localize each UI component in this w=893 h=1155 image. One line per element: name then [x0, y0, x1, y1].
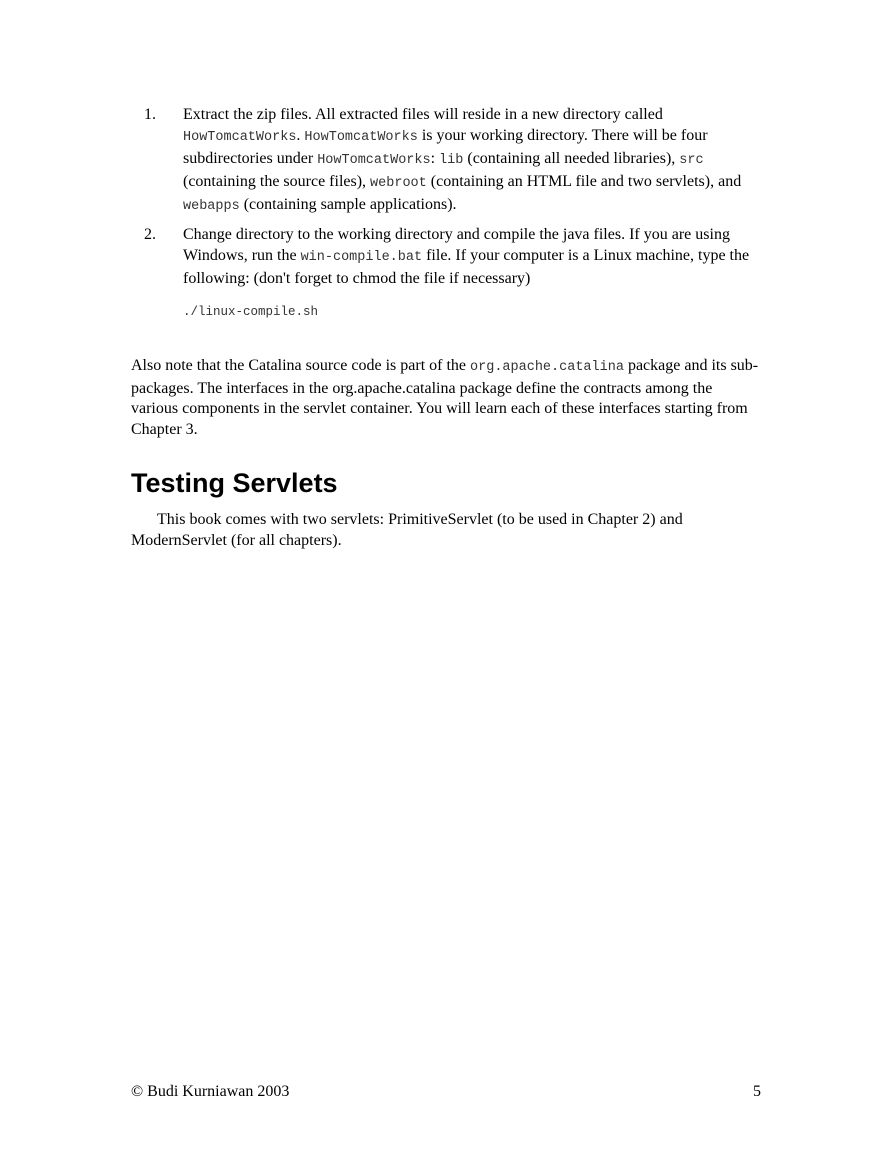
code-package: org.apache.catalina [470, 360, 624, 375]
list-item [131, 104, 761, 217]
footer-page-number: 5 [753, 1083, 761, 1100]
code-directory: HowTomcatWorks [317, 153, 431, 168]
paragraph-text: package and its sub-packages. The interfaces in the org.apache.catalina package define the contracts among the various components in the servlet container. You will learn each of these interfaces starting from Chapter 3. [131, 357, 759, 438]
code-win-compile: win-compile.bat [300, 250, 423, 265]
step-text: : [430, 150, 440, 167]
instruction-list [131, 104, 761, 328]
code-block: ./linux-compile.sh [183, 305, 319, 319]
step-text: Change directory to the working directory and compile the java files. If you are using Windows, run the [183, 226, 730, 264]
code-webroot: webroot [370, 176, 427, 191]
list-item [131, 224, 761, 321]
list-number: 1. [144, 106, 156, 123]
code-directory: HowTomcatWorks [304, 130, 418, 145]
step-text: (containing the source files), [183, 173, 371, 190]
code-src: src [679, 153, 704, 168]
paragraph-text: Also note that the Catalina source code is part of the [131, 357, 471, 374]
step-text: (containing an HTML file and two servlets), and [426, 173, 742, 190]
step-text: (containing all needed libraries), [463, 150, 680, 167]
list-number: 2. [144, 226, 156, 243]
catalina-paragraph [131, 356, 761, 440]
section-paragraph: This book comes with two servlets: PrimitiveServlet (to be used in Chapter 2) and ModernServlet (for all chapters). [131, 511, 683, 549]
step-text: (containing sample applications). [239, 196, 457, 213]
code-lib: lib [439, 153, 464, 168]
step-text: is your working directory. There will be four subdirectories under [183, 127, 708, 167]
footer-copyright: © Budi Kurniawan 2003 [131, 1083, 290, 1100]
step-text: file. If your computer is a Linux machine, type the following: (don't forget to chmod the file if necessary) [183, 247, 750, 287]
step-text: Extract the zip files. All extracted files will reside in a new directory called [183, 106, 663, 123]
section-heading: Testing Servlets [131, 468, 338, 498]
step-text: . [296, 127, 305, 144]
code-webapps: webapps [183, 199, 240, 214]
code-directory: HowTomcatWorks [183, 130, 297, 145]
